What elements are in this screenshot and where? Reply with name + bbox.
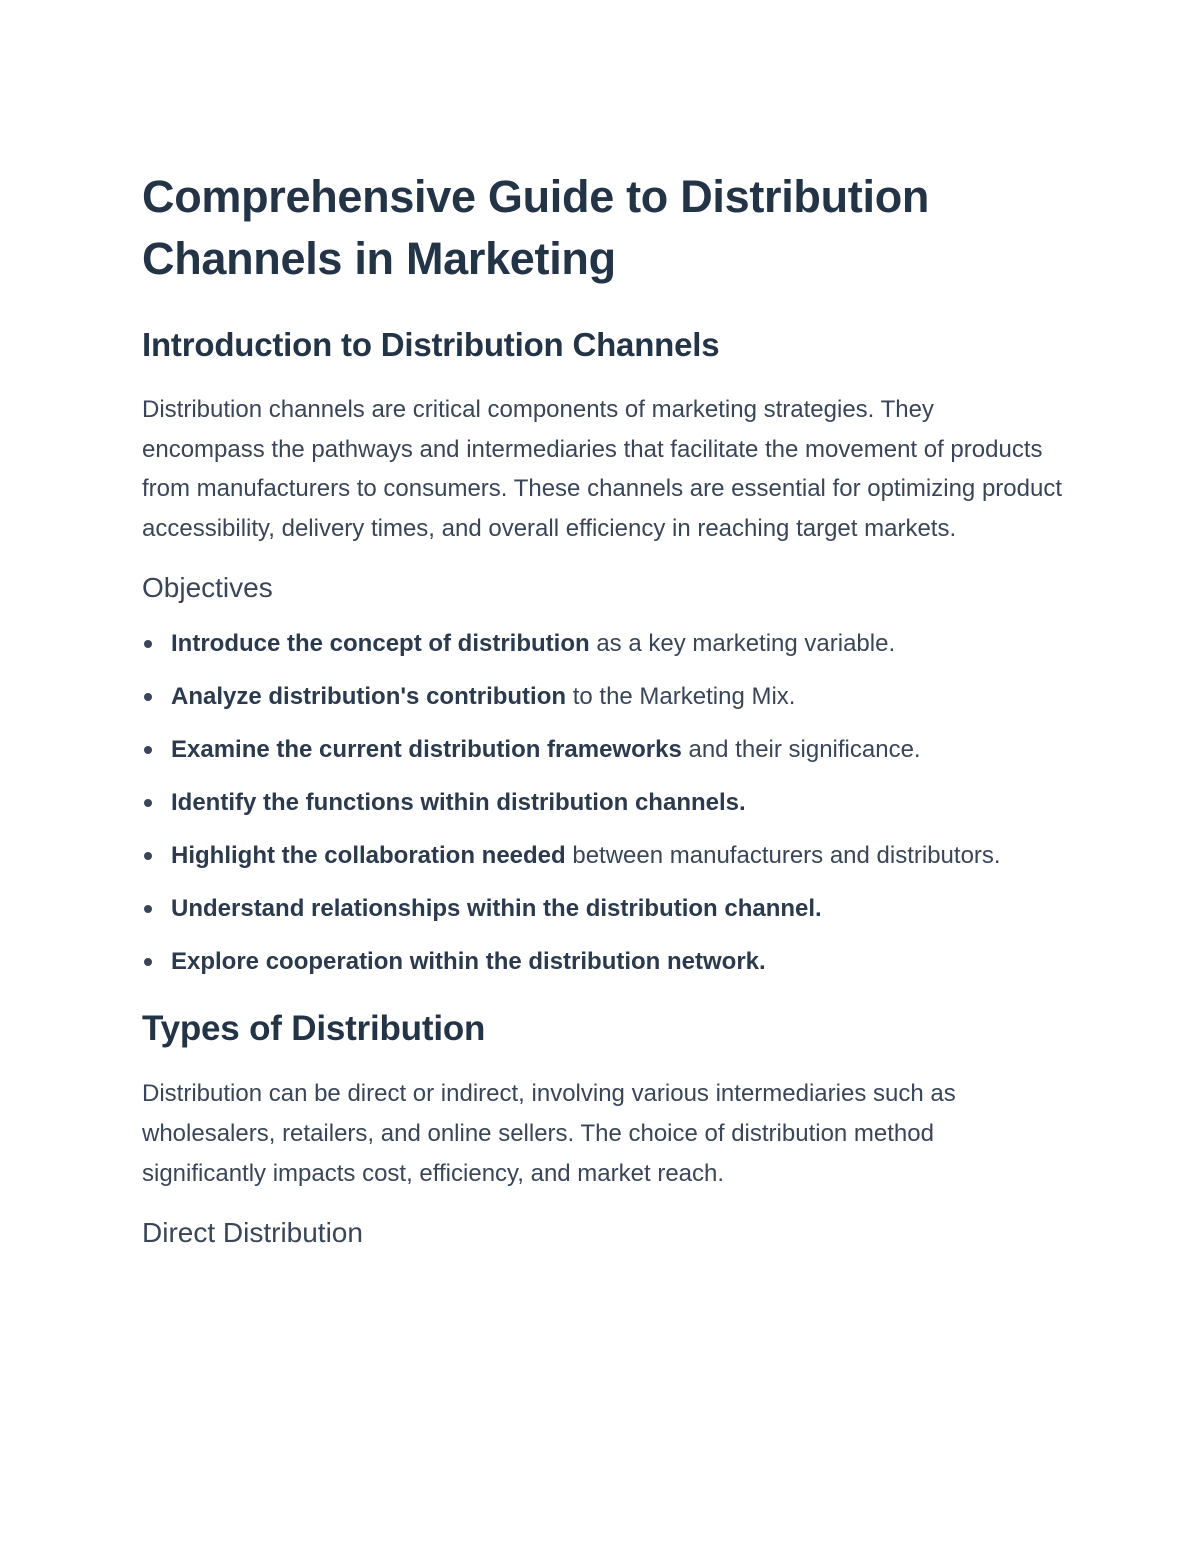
bullet-icon [144,799,152,807]
list-item: Introduce the concept of distribution as a key marketing variable. [142,624,1062,664]
list-item: Understand relationships within the distribution channel. [142,889,1062,929]
document-page [142,166,1062,1251]
document-title [142,166,1062,290]
direct-distribution-heading: Direct Distribution [142,1217,363,1249]
types-paragraph: Distribution can be direct or indirect, involving various intermediaries such as wholesalers, retailers, and online sellers. The choice of distribution method significantly impacts cost, efficiency, and market reach. [142,1080,956,1187]
objectives-heading: Objectives [142,572,273,604]
title-line-2: Channels in Marketing [142,233,616,284]
list-item: Highlight the collaboration needed between manufacturers and distributors. [142,836,1062,876]
bullet-icon [144,693,152,701]
objectives-list [142,624,1062,982]
list-item: Explore cooperation within the distribution network. [142,942,1062,982]
bullet-icon [144,746,152,754]
bullet-icon [144,640,152,648]
list-item: Analyze distribution's contribution to the Marketing Mix. [142,677,1062,717]
intro-heading: Introduction to Distribution Channels [142,326,720,363]
intro-paragraph: Distribution channels are critical components of marketing strategies. They encompass the pathways and intermediaries that facilitate the movement of products from manufacturers to consumers. These channels are essential for optimizing product accessibility, delivery times, and overall efficiency in reaching target markets. [142,396,1062,542]
bullet-icon [144,852,152,860]
list-item: Examine the current distribution frameworks and their significance. [142,730,1062,770]
list-item: Identify the functions within distribution channels. [142,783,1062,823]
title-line-1: Comprehensive Guide to Distribution [142,171,930,222]
bullet-icon [144,905,152,913]
types-heading: Types of Distribution [142,1009,486,1049]
bullet-icon [144,958,152,966]
